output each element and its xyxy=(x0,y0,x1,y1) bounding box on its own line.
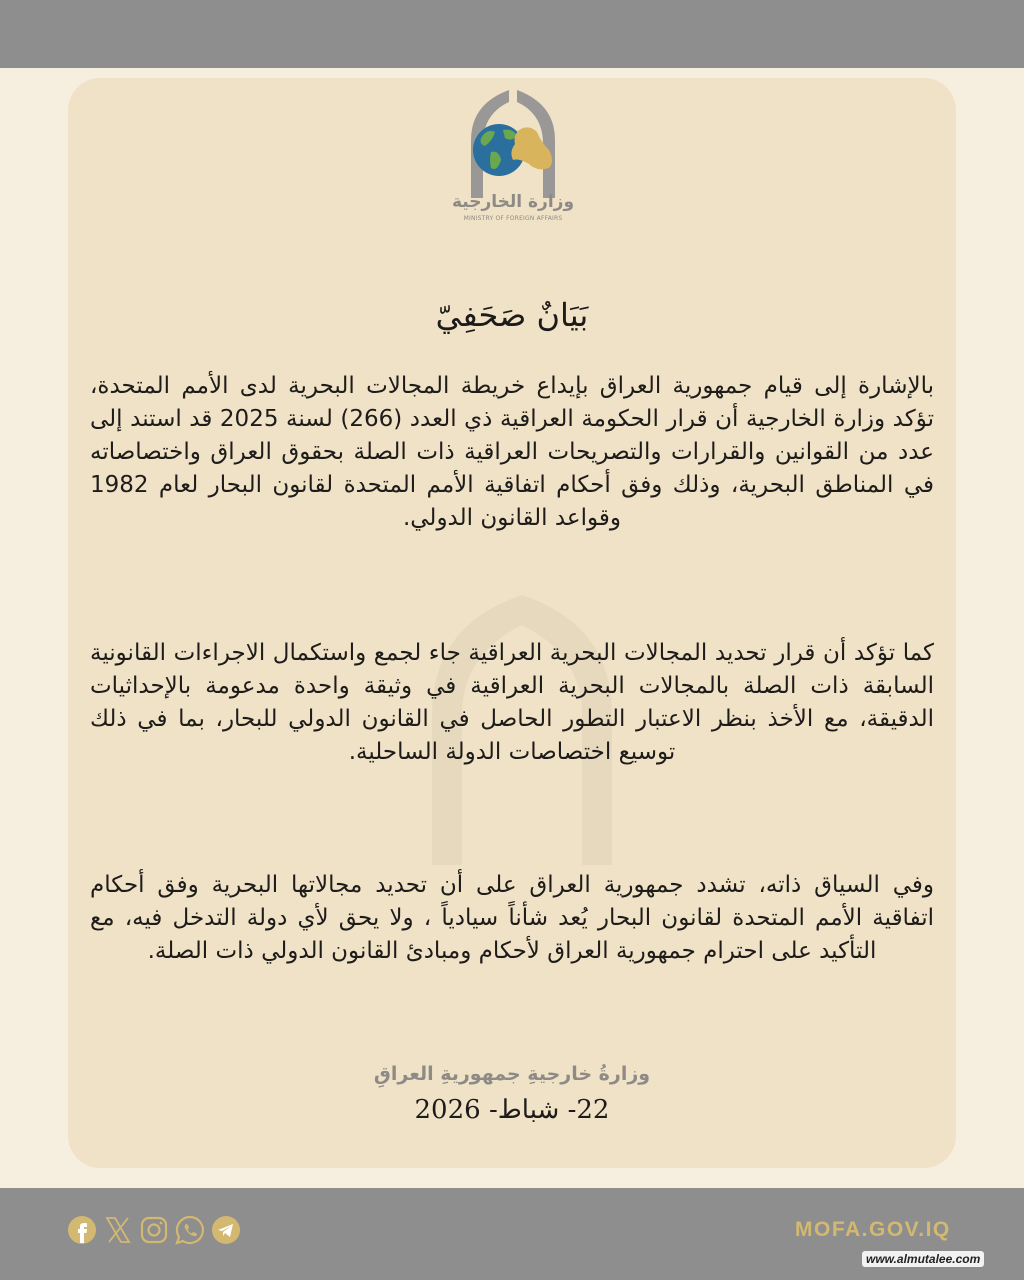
signature: وزارةُ خارجيةِ جمهوريةِ العراقِ xyxy=(373,1063,651,1085)
social-links xyxy=(66,1212,242,1248)
credit-watermark: www.almutalee.com xyxy=(862,1251,984,1267)
paragraph-3: وفي السياق ذاته، تشدد جمهورية العراق على أن تحديد مجالاتها البحرية وفق أحكام اتفاقية الأمم المتحدة لقانون البحار يُعد شأناً سيادياً ، ولا يحق لأي دولة التدخل فيه، مع التأكيد على احترام جمهورية العراق لأحكام ومبادئ القانون الدولي ذات الصلة. xyxy=(90,872,934,964)
website-link[interactable]: MOFA.GOV.IQ xyxy=(795,1218,951,1241)
instagram-icon[interactable] xyxy=(138,1214,170,1246)
paragraph-2: كما تؤكد أن قرار تحديد المجالات البحرية العراقية جاء لجمع واستكمال الاجراءات القانونية السابقة ذات الصلة بالمجالات البحرية العراقية في وثيقة واحدة مدعومة بالإحداثيات الدقيقة، مع الأخذ بنظر الاعتبار التطور الحاصل في القانون الدولي للبحار، بما في ذلك توسيع اختصاصات الدولة الساحلية. xyxy=(90,640,934,765)
whatsapp-icon[interactable] xyxy=(174,1214,206,1246)
top-bar xyxy=(0,0,1024,68)
logo-arabic-text: وزارة الخارجية xyxy=(451,192,575,212)
page-title: بَيَانٌ صَحَفِيّ xyxy=(435,296,589,334)
telegram-icon[interactable] xyxy=(210,1214,242,1246)
date: 22- شباط- 2026 xyxy=(414,1095,610,1125)
logo-english-text: MINISTRY OF FOREIGN AFFAIRS xyxy=(463,215,563,222)
paragraph-1: بالإشارة إلى قيام جمهورية العراق بإيداع خريطة المجالات البحرية لدى الأمم المتحدة، تؤكد وزارة الخارجية أن قرار الحكومة العراقية ذي العدد (266) لسنة 2025 قد استند إلى عدد من القوانين والقرارات والتصريحات العراقية ذات الصلة بحقوق العراق واختصاصاته في المناطق البحرية، وذلك وفق أحكام اتفاقية الأمم المتحدة لقانون البحار لعام 1982 وقواعد القانون الدولي. xyxy=(90,373,934,531)
x-icon[interactable] xyxy=(102,1214,134,1246)
facebook-icon[interactable] xyxy=(66,1214,98,1246)
